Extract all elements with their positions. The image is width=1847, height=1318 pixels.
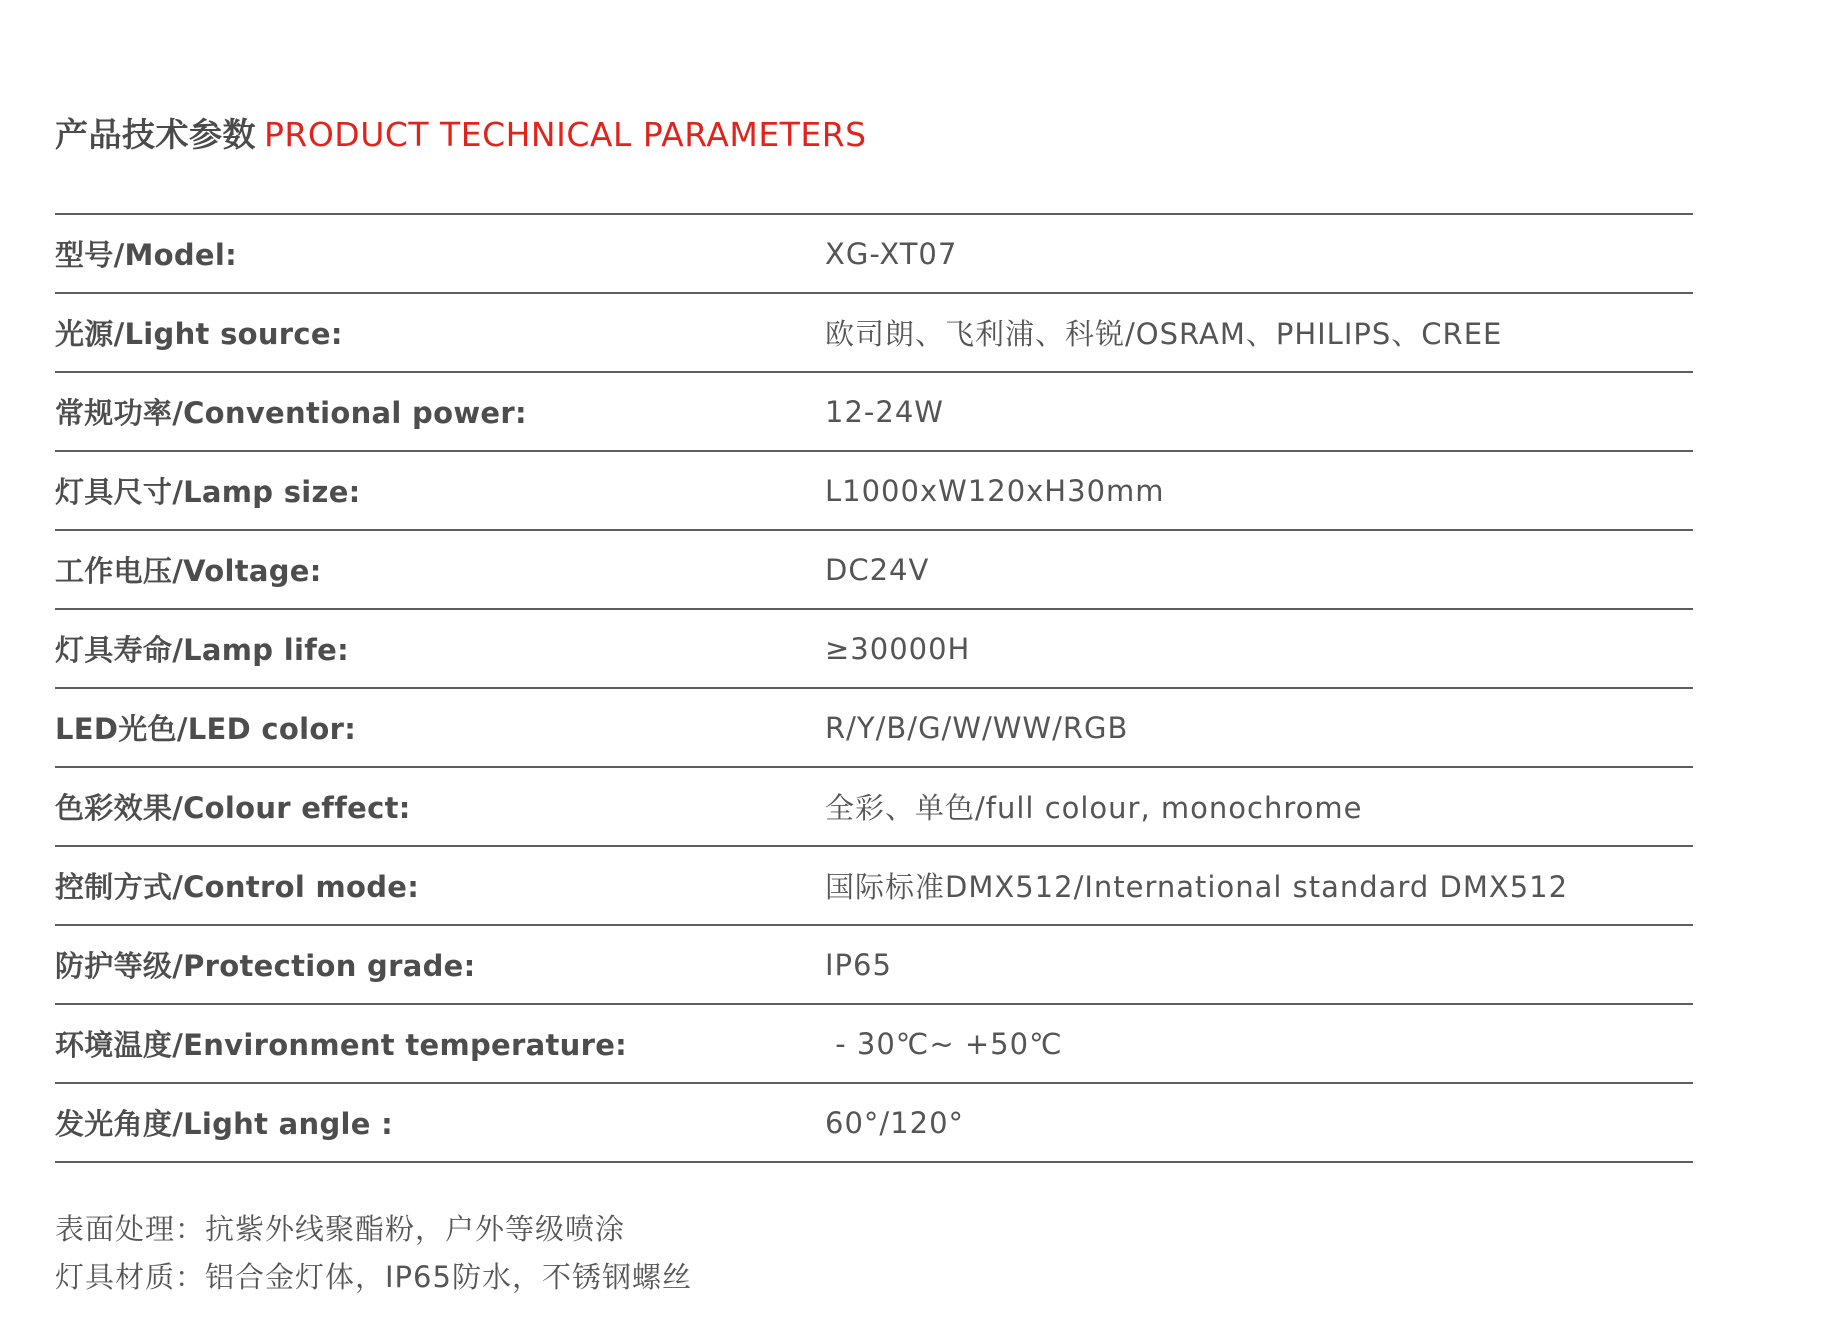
title-english: PRODUCT TECHNICAL PARAMETERS bbox=[264, 115, 867, 154]
note-surface-treatment: 表面处理：抗紫外线聚酯粉，户外等级喷涂 bbox=[55, 1212, 626, 1246]
param-label: 型号/Model: bbox=[55, 238, 238, 272]
param-value: IP65 bbox=[825, 947, 892, 982]
param-label: 色彩效果/Colour effect: bbox=[55, 791, 411, 825]
parameter-table bbox=[55, 213, 1693, 1163]
param-label: 环境温度/Environment temperature: bbox=[55, 1028, 628, 1062]
note-lamp-material: 灯具材质：铝合金灯体，IP65防水，不锈钢螺丝 bbox=[55, 1260, 692, 1294]
param-label: 发光角度/Light angle : bbox=[55, 1107, 394, 1141]
param-value: XG-XT07 bbox=[825, 236, 958, 271]
param-row-led-color bbox=[55, 689, 1693, 768]
param-value: 60°/120° bbox=[825, 1105, 965, 1140]
param-row-control-mode bbox=[55, 847, 1693, 926]
param-value: R/Y/B/G/W/WW/RGB bbox=[825, 710, 1129, 745]
spec-sheet bbox=[55, 110, 1693, 1301]
param-label: 防护等级/Protection grade: bbox=[55, 949, 476, 983]
param-value: - 30℃~ +50℃ bbox=[825, 1026, 1063, 1061]
param-row-colour-effect bbox=[55, 768, 1693, 847]
param-value: 国际标准DMX512/International standard DMX512 bbox=[825, 870, 1569, 904]
param-label: 灯具尺寸/Lamp size: bbox=[55, 475, 361, 509]
param-value: 12-24W bbox=[825, 394, 944, 429]
param-row-protection-grade bbox=[55, 926, 1693, 1005]
param-row-environment-temperature bbox=[55, 1005, 1693, 1084]
param-row-lamp-life bbox=[55, 610, 1693, 689]
param-value: DC24V bbox=[825, 552, 930, 587]
param-label: LED光色/LED color: bbox=[55, 712, 357, 746]
param-value: ≥30000H bbox=[825, 631, 971, 666]
param-value: 全彩、单色/full colour, monochrome bbox=[825, 791, 1363, 825]
param-label: 灯具寿命/Lamp life: bbox=[55, 633, 349, 667]
param-row-voltage bbox=[55, 531, 1693, 610]
param-label: 控制方式/Control mode: bbox=[55, 870, 420, 904]
param-label: 工作电压/Voltage: bbox=[55, 554, 322, 588]
param-label: 光源/Light source: bbox=[55, 317, 343, 351]
param-value: L1000xW120xH30mm bbox=[825, 473, 1165, 508]
param-label: 常规功率/Conventional power: bbox=[55, 396, 527, 430]
param-row-model bbox=[55, 215, 1693, 294]
param-value: 欧司朗、飞利浦、科锐/OSRAM、PHILIPS、CREE bbox=[825, 317, 1503, 351]
page-title bbox=[55, 110, 1693, 160]
param-row-lamp-size bbox=[55, 452, 1693, 531]
notes-section bbox=[55, 1205, 1693, 1301]
param-row-power bbox=[55, 373, 1693, 452]
param-row-light-angle bbox=[55, 1084, 1693, 1163]
title-chinese: 产品技术参数 bbox=[55, 115, 256, 154]
param-row-light-source bbox=[55, 294, 1693, 373]
